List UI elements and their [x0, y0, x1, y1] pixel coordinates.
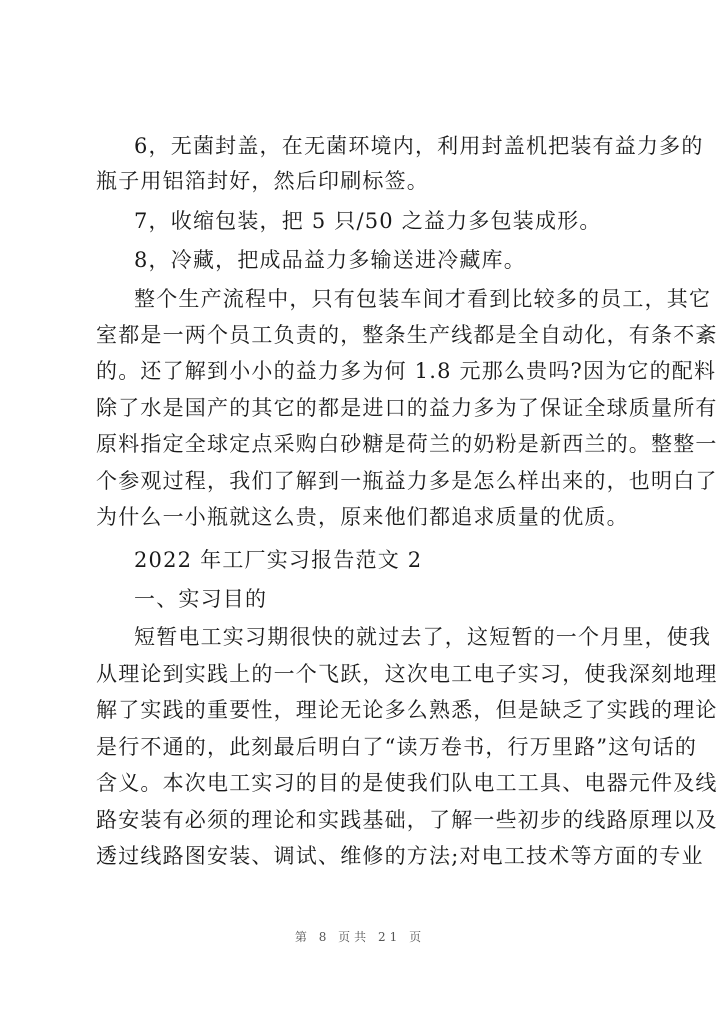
page-footer: 第 8 页共 21 页 — [294, 930, 426, 944]
text-line: 路安装有必须的理论和实践基础，了解一些初步的线路原理以及 — [96, 808, 718, 832]
text-line: 为什么一小瓶就这么贵，原来他们都追求质量的优质。 — [96, 505, 629, 529]
text-line: 8，冷藏，把成品益力多输送进冷藏库。 — [134, 248, 526, 272]
text-line: 瓶子用铝箔封好，然后印刷标签。 — [96, 169, 429, 193]
text-line: 透过线路图安装、调试、维修的方法;对电工技术等方面的专业 — [96, 844, 704, 868]
text-line: 解了实践的重要性，理论无论多么熟悉，但是缺乏了实践的理论 — [96, 698, 718, 722]
section-title: 2022 年工厂实习报告范文 2 — [134, 548, 423, 572]
text-line: 7，收缩包装，把 5 只/50 之益力多包装成形。 — [134, 209, 602, 233]
text-line: 6，无菌封盖，在无菌环境内，利用封盖机把装有益力多的 — [134, 134, 704, 158]
text-line: 除了水是国产的其它的都是进口的益力多为了保证全球质量所有 — [96, 396, 718, 420]
text-line: 个参观过程，我们了解到一瓶益力多是怎么样出来的，也明白了 — [96, 469, 718, 493]
text-line: 是行不通的，此刻最后明白了“读万卷书，行万里路”这句话的 — [96, 735, 698, 759]
section-heading: 一、实习目的 — [134, 587, 268, 611]
text-line: 短暂电工实习期很快的就过去了，这短暂的一个月里，使我 — [134, 625, 712, 649]
text-line: 室都是一两个员工负责的，整条生产线都是全自动化，有条不紊 — [96, 323, 718, 347]
text-line: 的。还了解到小小的益力多为何 1.8 元那么贵吗?因为它的配料 — [96, 359, 717, 383]
text-line: 原料指定全球定点采购白砂糖是荷兰的奶粉是新西兰的。整整一 — [96, 432, 718, 456]
text-line: 含义。本次电工实习的目的是使我们队电工工具、电器元件及线 — [96, 771, 718, 795]
text-line: 整个生产流程中，只有包装车间才看到比较多的员工，其它 — [134, 287, 712, 311]
text-line: 从理论到实践上的一个飞跃，这次电工电子实习，使我深刻地理 — [96, 662, 718, 686]
